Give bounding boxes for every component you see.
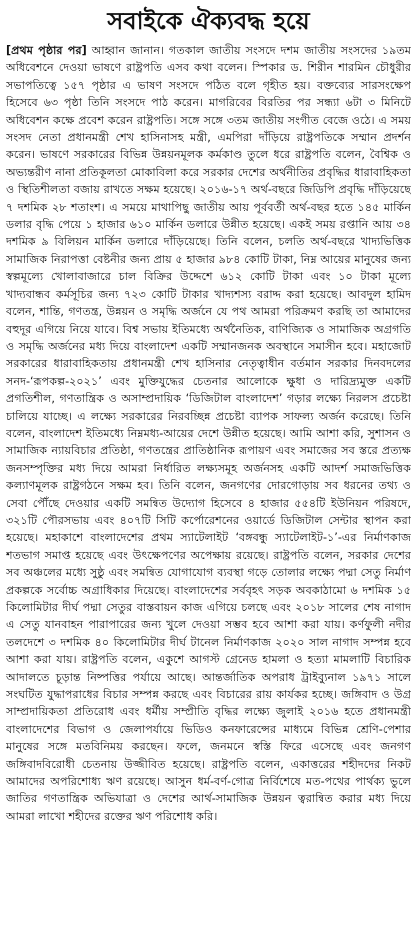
- article-text: আহ্বান জানান। গতকাল জাতীয় সংসদে দশম জাতীয় সংসদের ১৯তম অধিবেশনে দেওয়া ভাষণে রাষ্ট্রপতি এসব কথা বলেন। স্পিকার ড. শিরীন শারমিন চৌধুরীর সভাপতিত্বে ১৫৭ পৃষ্ঠার এ ভাষণ সংসদে পঠিত বলে গৃহীত হয়। বক্তব্যের সারসংক্ষেপ হিসেবে ৬৩ পৃষ্ঠা তিনি সংসদে পাঠ করেন। মাগরিবের বিরতির পর সন্ধ্যা ৬টা ৩ মিনিটে অধিবেশন কক্ষে প্রবেশ করেন রাষ্ট্রপতি। সঙ্গে সঙ্গে ৩তম জাতীয় সংগীত বেজে ওঠে। এ সময় সংসদ নেতা প্রধানমন্ত্রী শেখ হাসিনাসহ মন্ত্রী, এমপিরা দাঁড়িয়ে রাষ্ট্রপতিকে সম্মান প্রদর্শন করেন। ভাষণে সরকারের বিভিন্ন উন্নয়নমূলক কর্মকাণ্ড তুলে ধরে রাষ্ট্রপতি বলেন, বৈশ্বিক ও অভ্যন্তরীণ নানা প্রতিকূলতা মোকাবিলা করে সরকার দেশের অর্থনীতির প্রবৃদ্ধির ধারাবাহিকতা ও স্থিতিশীলতা বজায় রাখতে সক্ষম হয়েছে। ২০১৬-১৭ অর্থ-বছরে জিডিপি প্রবৃদ্ধি দাঁড়িয়েছে ৭ দশমিক ২৮ শতাংশ। এ সময়ে মাথাপিছু জাতীয় আয় পূর্ববর্তী অর্থ-বছর হতে ১৪৫ মার্কিন ডলার বৃদ্ধি পেয়ে ১ হাজার ৬১০ মার্কিন ডলারে উন্নীত হয়েছে। একই সময় রপ্তানি আয় ৩৪ দশমিক ৯ বিলিয়ন মার্কিন ডলারে দাঁড়িয়েছে। তিনি বলেন, চলতি অর্থ-বছরে খাদ্যভিত্তিক সামাজিক নিরাপত্তা বেষ্টনীর জন্য প্রায় ৫ হাজার ৯৮৪ কোটি টাকা, নিম্ন আয়ের মানুষের জন্য স্বল্পমূল্যে খোলাবাজারে চাল বিক্রির উদ্দেশে ৬১২ কোটি টাকা এবং ১০ টাকা মূল্যে খাদ্যবান্ধব কর্মসূচির জন্য ৭২৩ কোটি টাকার খাদ্যশস্য বরাদ্দ করা হয়েছে। আবদুল হামিদ বলেন, শান্তি, গণতন্ত্র, উন্নয়ন ও সমৃদ্ধি অর্জনে যে পথ আমরা পরিক্রমণ করছি তা আমাদের বহুদূর এগিয়ে নিয়ে যাবে। বিশ্ব সভায় ইতিমধ্যে অর্থনৈতিক, বাণিজ্যিক ও সামাজিক অগ্রগতি ও সমৃদ্ধি অর্জনের মধ্য দিয়ে বাংলাদেশ একটি সম্মানজনক অবস্থানে সমাসীন হবে। মহাজোট সরকারের ধারাবাহিকতায় প্রধানমন্ত্রী শেখ হাসিনার নেতৃত্বাধীন বর্তমান সরকার দিনবদলের সনদ-‘রূপকল্প-২০২১’ এবং মুক্তিযুদ্ধের চেতনার আলোকে ক্ষুধা ও দারিদ্র্যমুক্ত একটি প্রগতিশীল, গণতান্ত্রিক ও অসাম্প্রদায়িক ‘ডিজিটাল বাংলাদেশ’ গড়ার লক্ষ্যে নিরলস প্রচেষ্টা চালিয়ে যাচ্ছে। এ লক্ষ্যে সরকারের নিরবচ্ছিন্ন প্রচেষ্টা ব্যাপক সাফল্য অর্জন করেছে। তিনি বলেন, বাংলাদেশ ইতিমধ্যে নিম্নমধ্য-আয়ের দেশে উন্নীত হয়েছে। আমি আশা করি, সুশাসন ও সামাজিক ন্যায়বিচার প্রতিষ্ঠা, গণতন্ত্রের প্রাতিষ্ঠানিক রূপায়ণ এবং সমাজের সব স্তরে প্রত্যক্ষ জনসম্পৃক্তির মধ্য দিয়ে আমরা নির্ধারিত লক্ষ্যসমূহ অর্জনসহ একটি আদর্শ সমাজভিত্তিক কল্যাণমূলক রাষ্ট্রগঠনে সক্ষম হব। তিনি বলেন, জনগণের দোরগোড়ায় সব ধরনের তথ্য ও সেবা পৌঁছে দেওয়ার একটি সমন্বিত উদ্যোগ হিসেবে ৪ হাজার ৫৫৪টি ইউনিয়ন পরিষদে, ৩২১টি পৌরসভায় এবং ৪০৭টি সিটি কর্পোরেশনের ওয়ার্ডে ডিজিটাল সেন্টার স্থাপন করা হয়েছে। মহাকাশে বাংলাদেশের প্রথম স্যাটেলাইট ‘বঙ্গবন্ধু স্যাটেলাইট-১’-এর নির্মাণকাজ শতভাগ সমাপ্ত হয়েছে এবং উৎক্ষেপণের অপেক্ষায় রয়েছে। রাষ্ট্রপতি বলেন, সরকার দেশের সব অঞ্চলের মধ্যে সুষ্ঠু এবং সমন্বিত যোগাযোগ ব্যবস্থা গড়ে তোলার লক্ষ্যে পদ্মা সেতু নির্মাণ প্রকল্পকে সর্বোচ্চ অগ্রাধিকার দিয়েছে। বাংলাদেশের সর্ববৃহৎ সড়ক অবকাঠামো ৬ দশমিক ১৫ কিলোমিটার দীর্ঘ পদ্মা সেতুর বাস্তবায়ন কাজ এগিয়ে চলছে এবং ২০১৮ সালের শেষ নাগাদ এ সেতু যানবাহন পারাপারের জন্য খুলে দেওয়া সম্ভব হবে আশা করা যায়। কর্ণফুলী নদীর তলদেশে ৩ দশমিক ৪০ কিলোমিটার দীর্ঘ টানেল নির্মাণকাজ ২০২০ সাল নাগাদ সম্পন্ন হবে আশা করা যায়। রাষ্ট্রপতি বলেন, একুশে আগস্ট গ্রেনেড হামলা ও হত্যা মামলাটি বিচারিক আদালতে চূড়ান্ত নিষ্পত্তির পর্যায়ে আছে। আন্তর্জাতিক অপরাধ ট্রাইব্যুনাল ১৯৭১ সালে সংঘটিত যুদ্ধাপরাধের বিচার সম্পন্ন করছে এবং বিচারের রায় কার্যকর হচ্ছে। জঙ্গিবাদ ও উগ্র সাম্প্রদায়িকতা প্রতিরোধ এবং ধর্মীয় সম্প্রীতি বৃদ্ধির লক্ষ্যে জুলাই ২০১৬ হতে প্রধানমন্ত্রী বাংলাদেশের বিভাগ ও জেলাপর্যায়ে ভিডিও কনফারেন্সের মাধ্যমে বিভিন্ন শ্রেণি-পেশার মানুষের সঙ্গে মতবিনিময় করছেন। ফলে, জনমনে স্বস্তি ফিরে এসেছে এবং জনগণ জঙ্গিবাদবিরোধী চেতনায় উজ্জীবিত হয়েছে। রাষ্ট্রপতি বলেন, একাত্তরের শহীদদের নিকট আমাদের অপরিশোধ্য ঋণ রয়েছে। আসুন ধর্ম-বর্ণ-গোত্র নির্বিশেষে মত-পথের পার্থক্য ভুলে জাতির গণতান্ত্রিক অভিযাত্রা ও দেশের আর্থ-সামাজিক উন্নয়ন ত্বরান্বিত করার মধ্য দিয়ে আমরা লাখো শহীদের রক্তের ঋণ পরিশোধ করি।: [6, 44, 411, 823]
- article-body: [6, 42, 411, 932]
- headline: সবাইকে ঐক্যবদ্ধ হয়ে: [107, 7, 310, 35]
- continued-from-front-page-marker: [প্রথম পৃষ্ঠার পর]: [6, 44, 87, 57]
